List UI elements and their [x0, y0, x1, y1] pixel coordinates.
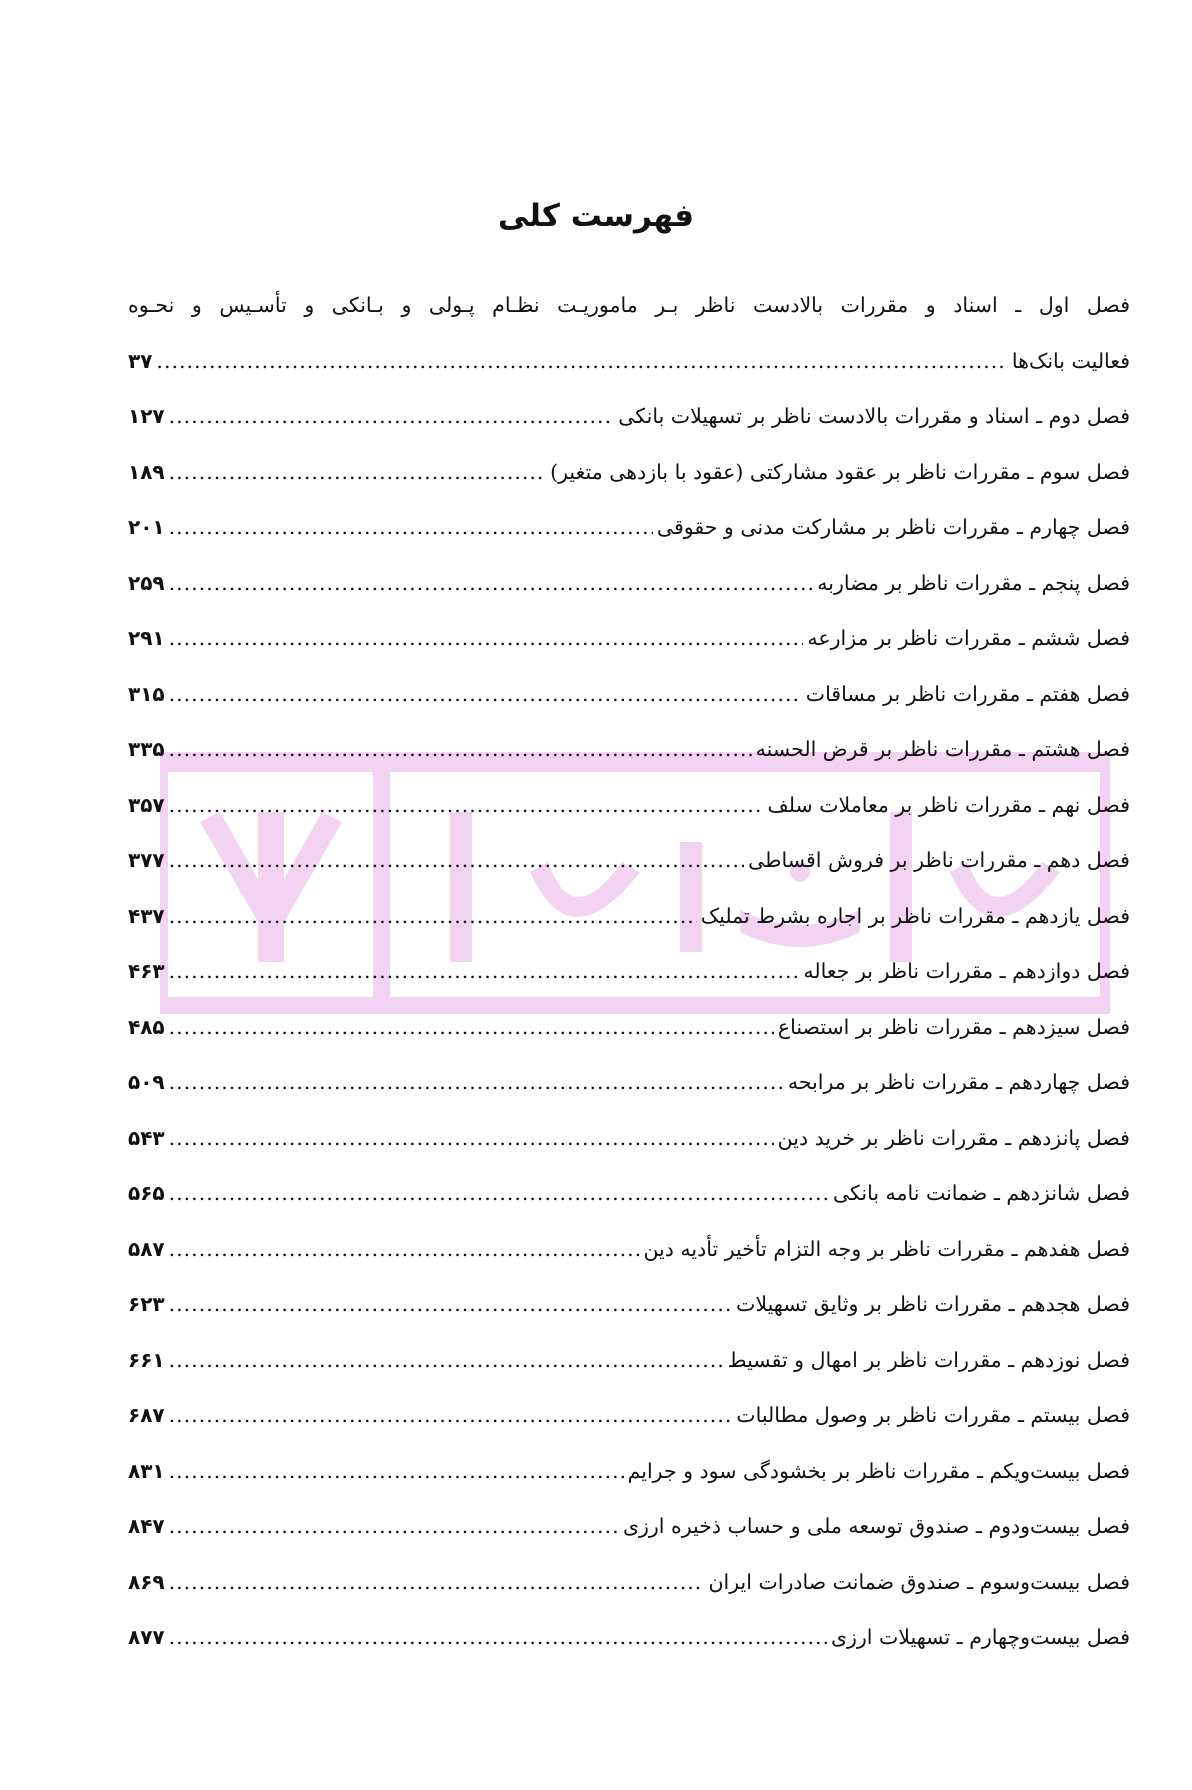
toc-entry-title-line2: فعالیت بانک‌ها — [1011, 348, 1130, 373]
toc-entry[interactable] — [128, 1111, 1130, 1167]
toc-entry-title: فصل یازدهم ـ مقررات ناظر بر اجاره بشرط تملیک — [700, 903, 1130, 928]
toc-entry-title: فصل سوم ـ مقررات ناظر بر عقود مشارکتی (عقود با بازدهی متغیر) — [550, 459, 1130, 484]
dot-leader — [169, 1166, 829, 1222]
toc-entry-page-number: ۸۳۱ — [128, 1458, 165, 1483]
toc-entry-page-number: ۶۶۱ — [128, 1347, 165, 1372]
toc-entry[interactable] — [128, 944, 1130, 1000]
page-title: فهرست کلی — [497, 198, 695, 234]
dot-leader — [169, 1388, 733, 1444]
toc-entry[interactable] — [128, 778, 1130, 834]
toc-entry-page-number: ۵۶۵ — [128, 1181, 165, 1205]
toc-entry-title: فصل شانزدهم ـ ضمانت نامه بانکی — [832, 1181, 1130, 1205]
toc-entry[interactable] — [128, 389, 1130, 445]
toc-entry-page-number: ۲۵۹ — [128, 570, 165, 595]
toc-entry[interactable] — [128, 889, 1130, 945]
dot-leader — [169, 889, 697, 945]
toc-entry-title: فصل نوزدهم ـ مقررات ناظر بر امهال و تقسیط — [727, 1347, 1130, 1372]
dot-leader — [169, 1111, 774, 1167]
toc-entry[interactable] — [128, 1388, 1130, 1444]
toc-entry-title: فصل بیست‌ویکم ـ مقررات ناظر بر بخشودگی سود و جرایم — [627, 1458, 1130, 1483]
toc-entry-title: فصل چهارم ـ مقررات ناظر بر مشارکت مدنی و حقوقی — [656, 515, 1130, 539]
toc-entry[interactable] — [128, 722, 1130, 778]
toc-entry[interactable] — [128, 1555, 1130, 1611]
toc-entry[interactable] — [128, 611, 1130, 667]
toc-entry-page-number: ۶۸۷ — [128, 1403, 165, 1427]
toc-entry-title: فصل هشتم ـ مقررات ناظر بر قرض الحسنه — [755, 737, 1130, 761]
toc-entry-page-number: ۲۹۱ — [128, 626, 165, 650]
toc-entry[interactable] — [128, 556, 1130, 612]
dot-leader — [169, 667, 802, 723]
toc-entry-page-number: ۴۳۷ — [128, 903, 165, 928]
toc-entry[interactable] — [128, 1166, 1130, 1222]
toc-entry[interactable] — [128, 500, 1130, 556]
toc-entry[interactable] — [128, 1000, 1130, 1056]
toc-entry-title: فصل دهم ـ مقررات ناظر بر فروش اقساطی — [748, 848, 1130, 872]
dot-leader — [169, 1333, 724, 1389]
toc-entry-page-number: ۴۸۵ — [128, 1014, 165, 1039]
toc-entry[interactable] — [128, 667, 1130, 723]
toc-entry[interactable] — [128, 833, 1130, 889]
toc-entry-page-number: ۳۵۷ — [128, 792, 165, 817]
toc-entry-page-number: ۸۷۷ — [128, 1625, 165, 1649]
toc-entry[interactable] — [128, 1277, 1130, 1333]
toc-entry[interactable] — [128, 1499, 1130, 1555]
dot-leader — [169, 445, 547, 501]
dot-leader — [169, 556, 814, 612]
toc-entry-title-line1: فصل اول ـ اسناد و مقررات بالادست ناظر بـر ماموریـت نظـام پـولی و بـانکی و تأسـیس و نحـوه — [128, 293, 1130, 317]
toc-entry[interactable] — [128, 1444, 1130, 1500]
toc-entry-page-number: ۶۲۳ — [128, 1292, 165, 1316]
dot-leader — [169, 944, 800, 1000]
dot-leader — [169, 389, 615, 445]
dot-leader — [169, 1555, 705, 1611]
toc-entry-page-number: ۸۴۷ — [128, 1514, 165, 1538]
toc-entry-page-number: ۱۸۹ — [128, 459, 165, 484]
toc-entry-title: فصل سیزدهم ـ مقررات ناظر بر استصناع — [777, 1014, 1130, 1039]
dot-leader — [156, 334, 1008, 390]
dot-leader — [169, 1000, 774, 1056]
toc-entry-title: فصل هفدهم ـ مقررات ناظر بر وجه التزام تأخیر تأدیه دین — [643, 1236, 1130, 1261]
toc-entry-title: فصل دوم ـ اسناد و مقررات بالادست ناظر بر تسهیلات بانکی — [618, 404, 1130, 428]
dot-leader — [169, 611, 804, 667]
toc-entry-title: فصل بیست‌ودوم ـ صندوق توسعه ملی و حساب ذخیره ارزی — [622, 1514, 1130, 1538]
dot-leader — [169, 1055, 784, 1111]
toc-entry-title: فصل دوازدهم ـ مقررات ناظر بر جعاله — [803, 959, 1130, 983]
dot-leader — [169, 1277, 732, 1333]
toc-entry-title: فصل هجدهم ـ مقررات ناظر بر وثایق تسهیلات — [736, 1292, 1130, 1316]
toc-entry[interactable] — [128, 1222, 1130, 1278]
toc-entry-page-number: ۵۴۳ — [128, 1125, 165, 1150]
dot-leader — [169, 722, 752, 778]
dot-leader — [169, 778, 764, 834]
dot-leader — [169, 1610, 827, 1666]
toc-entry[interactable] — [128, 1055, 1130, 1111]
toc-entry-title: فصل بیست‌وچهارم ـ تسهیلات ارزی — [830, 1625, 1130, 1649]
toc-entry-page-number: ۵۸۷ — [128, 1236, 165, 1261]
dot-leader — [169, 500, 653, 556]
toc-entry-page-number: ۴۶۳ — [128, 959, 165, 983]
dot-leader — [169, 1222, 640, 1278]
toc-entry-page-number: ۳۳۵ — [128, 737, 165, 761]
toc-entry-title: فصل هفتم ـ مقررات ناظر بر مساقات — [805, 681, 1130, 706]
toc-entry-title: فصل پانزدهم ـ مقررات ناظر بر خرید دین — [777, 1125, 1130, 1150]
toc-entry[interactable] — [128, 278, 1130, 389]
dot-leader — [169, 833, 744, 889]
toc-entry-title: فصل چهاردهم ـ مقررات ناظر بر مرابحه — [787, 1070, 1130, 1094]
toc-entry-page-number: ۳۷۷ — [128, 848, 165, 872]
toc-entry-page-number: ۵۰۹ — [128, 1070, 165, 1094]
dot-leader — [169, 1499, 619, 1555]
toc-entry-page-number: ۸۶۹ — [128, 1569, 165, 1594]
toc-entry-title: فصل بیستم ـ مقررات ناظر بر وصول مطالبات — [736, 1403, 1130, 1427]
toc-entry[interactable] — [128, 1333, 1130, 1389]
toc-entry-page-number: ۳۱۵ — [128, 681, 165, 706]
toc-entry-title: فصل پنجم ـ مقررات ناظر بر مضاربه — [817, 570, 1130, 595]
toc-entry-title: فصل نهم ـ مقررات ناظر بر معاملات سلف — [767, 792, 1130, 817]
toc-entry-page-number: ۱۲۷ — [128, 404, 165, 428]
table-of-contents — [128, 278, 1130, 1666]
dot-leader — [169, 1444, 624, 1500]
toc-entry-page-number: ۳۷ — [128, 348, 153, 373]
toc-entry-title: فصل ششم ـ مقررات ناظر بر مزارعه — [807, 626, 1130, 650]
toc-entry-page-number: ۲۰۱ — [128, 515, 165, 539]
toc-entry-title: فصل بیست‌وسوم ـ صندوق ضمانت صادرات ایران — [708, 1569, 1130, 1594]
toc-entry[interactable] — [128, 1610, 1130, 1666]
toc-entry[interactable] — [128, 445, 1130, 501]
